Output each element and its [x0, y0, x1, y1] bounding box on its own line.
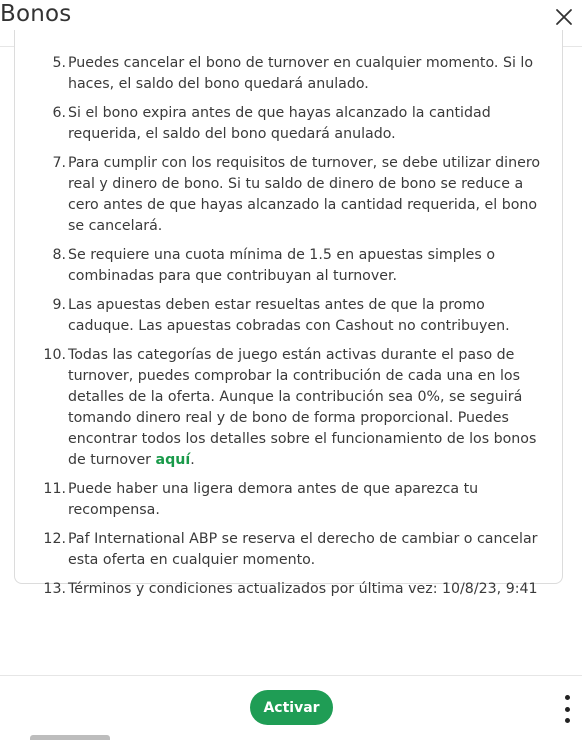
page-title: Bonos [0, 1, 72, 27]
list-item: 5. Puedes cancelar el bono de turnover en cualquier momento. Si lo haces, el saldo del bono quedará anulado. [52, 55, 534, 92]
bottom-strip [30, 735, 110, 740]
list-item: 13. Términos y condiciones actualizados por última vez: 10/8/23, 9:41 [43, 581, 538, 597]
terms-list [43, 53, 552, 608]
list-item: 9. Las apuestas deben estar resueltas antes de que la promo caduque. Las apuestas cobradas con Cashout no contribuyen. [52, 297, 510, 334]
modal-footer [0, 675, 582, 740]
close-icon [555, 8, 573, 26]
close-button[interactable] [550, 3, 578, 31]
more-options-button[interactable] [560, 695, 574, 723]
more-vertical-icon [565, 718, 570, 723]
more-vertical-icon [565, 695, 570, 700]
list-item: 11. Puede haber una ligera demora antes de que aparezca tu recompensa. [43, 481, 479, 518]
activate-button[interactable]: Activar [250, 690, 333, 725]
list-item: 10. Todas las categorías de juego están activas durante el paso de turnover, puedes comprobar la contribución de cada una en los detalles de la oferta. Aunque la contribución sea 0%, se seguirá tomando dinero real y de bono de forma proporcional. Puedes encontrar todos los detalles sobre el funcionamiento de los bonos de turnover aquí. [43, 347, 537, 468]
list-item: 7. Para cumplir con los requisitos de turnover, se debe utilizar dinero real y dinero de bono. Si tu saldo de dinero de bono se reduce a cero antes de que hayas alcanzado la cantidad requerida, el bono se cancelará. [52, 155, 541, 234]
turnover-details-link[interactable]: aquí [155, 452, 191, 468]
list-item: 8. Se requiere una cuota mínima de 1.5 en apuestas simples o combinadas para que contribuyan al turnover. [52, 247, 495, 284]
more-vertical-icon [565, 707, 570, 712]
list-item: 12. Paf International ABP se reserva el derecho de cambiar o cancelar esta oferta en cualquier momento. [43, 531, 538, 568]
list-item: 6. Si el bono expira antes de que hayas alcanzado la cantidad requerida, el saldo del bono quedará anulado. [52, 105, 491, 142]
